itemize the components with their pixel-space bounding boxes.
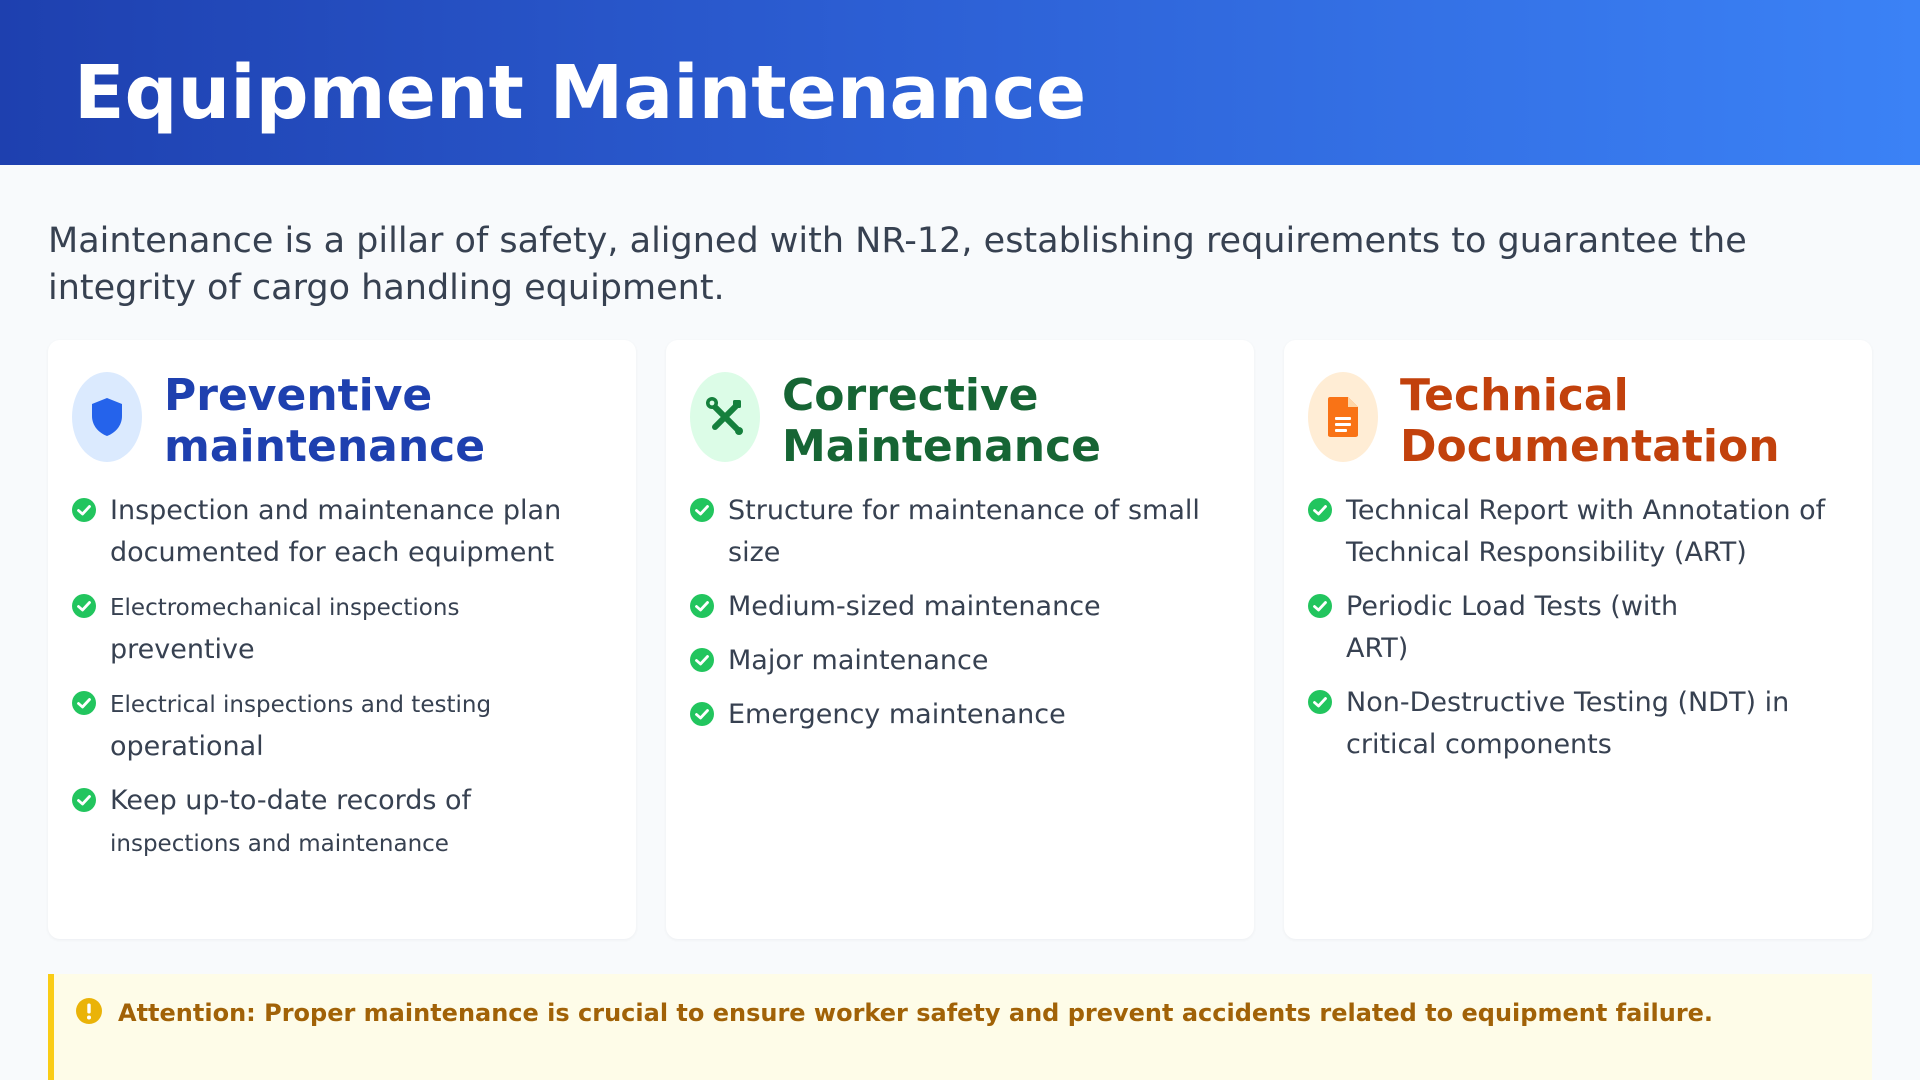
preventive-maintenance-card [48, 340, 636, 939]
icon-badge [1308, 372, 1378, 462]
check-circle-icon [1308, 498, 1332, 522]
check-circle-icon [72, 691, 96, 715]
item-text: Medium-sized maintenance [728, 591, 1101, 622]
check-circle-icon [1308, 690, 1332, 714]
card-title: Preventive maintenance [164, 370, 486, 472]
check-circle-icon [690, 648, 714, 672]
item-text: Periodic Load Tests (with ART) [1346, 591, 1679, 664]
check-circle-icon [690, 594, 714, 618]
list-item [72, 490, 617, 574]
page-title: Equipment Maintenance [74, 50, 1087, 136]
list-item [690, 490, 1235, 574]
corrective-item-list [690, 490, 1235, 748]
list-item [1308, 586, 1853, 670]
list-item [72, 683, 617, 768]
list-item [72, 586, 617, 671]
item-text: Keep up-to-date records of [110, 785, 472, 816]
technical-documentation-card [1284, 340, 1872, 939]
attention-callout [48, 974, 1872, 1080]
list-item [690, 586, 1235, 628]
item-text: Technical Report with Annotation of Technical Responsibility (ART) [1346, 495, 1826, 568]
attention-text: Attention: Proper maintenance is crucial to ensure worker safety and prevent accidents related to equipment failure. [118, 999, 1714, 1027]
preventive-item-list [72, 490, 617, 877]
check-circle-icon [72, 788, 96, 812]
check-circle-icon [690, 498, 714, 522]
icon-badge [690, 372, 760, 462]
list-item [690, 640, 1235, 682]
intro-text: Maintenance is a pillar of safety, aligned with NR-12, establishing requirements to guarantee the integrity of cargo handling equipment. [48, 221, 1747, 308]
card-title: Technical Documentation [1400, 370, 1780, 472]
check-circle-icon [72, 594, 96, 618]
check-circle-icon [1308, 594, 1332, 618]
list-item [1308, 682, 1853, 766]
check-circle-icon [72, 498, 96, 522]
item-lead-text: Electromechanical inspections [110, 595, 460, 621]
item-text: operational [110, 731, 264, 762]
item-text: Inspection and maintenance plan documented for each equipment [110, 495, 562, 568]
card-title: Corrective Maintenance [782, 370, 1102, 472]
item-lead-text: Electrical inspections and testing [110, 692, 492, 718]
title-banner [0, 0, 1920, 165]
exclamation-icon [76, 998, 102, 1024]
item-text: Non-Destructive Testing (NDT) in critical components [1346, 687, 1790, 760]
list-item [72, 780, 617, 865]
shield-icon [89, 396, 125, 438]
list-item [690, 694, 1235, 736]
item-text: Major maintenance [728, 645, 989, 676]
check-circle-icon [690, 702, 714, 726]
item-tail-text: inspections and maintenance [110, 831, 449, 857]
item-text: preventive [110, 634, 255, 665]
item-text: Structure for maintenance of small size [728, 495, 1200, 568]
list-item [1308, 490, 1853, 574]
icon-badge [72, 372, 142, 462]
item-text: Emergency maintenance [728, 699, 1066, 730]
document-icon [1326, 395, 1360, 439]
corrective-maintenance-card [666, 340, 1254, 939]
tools-icon [702, 394, 748, 440]
documentation-item-list [1308, 490, 1853, 778]
